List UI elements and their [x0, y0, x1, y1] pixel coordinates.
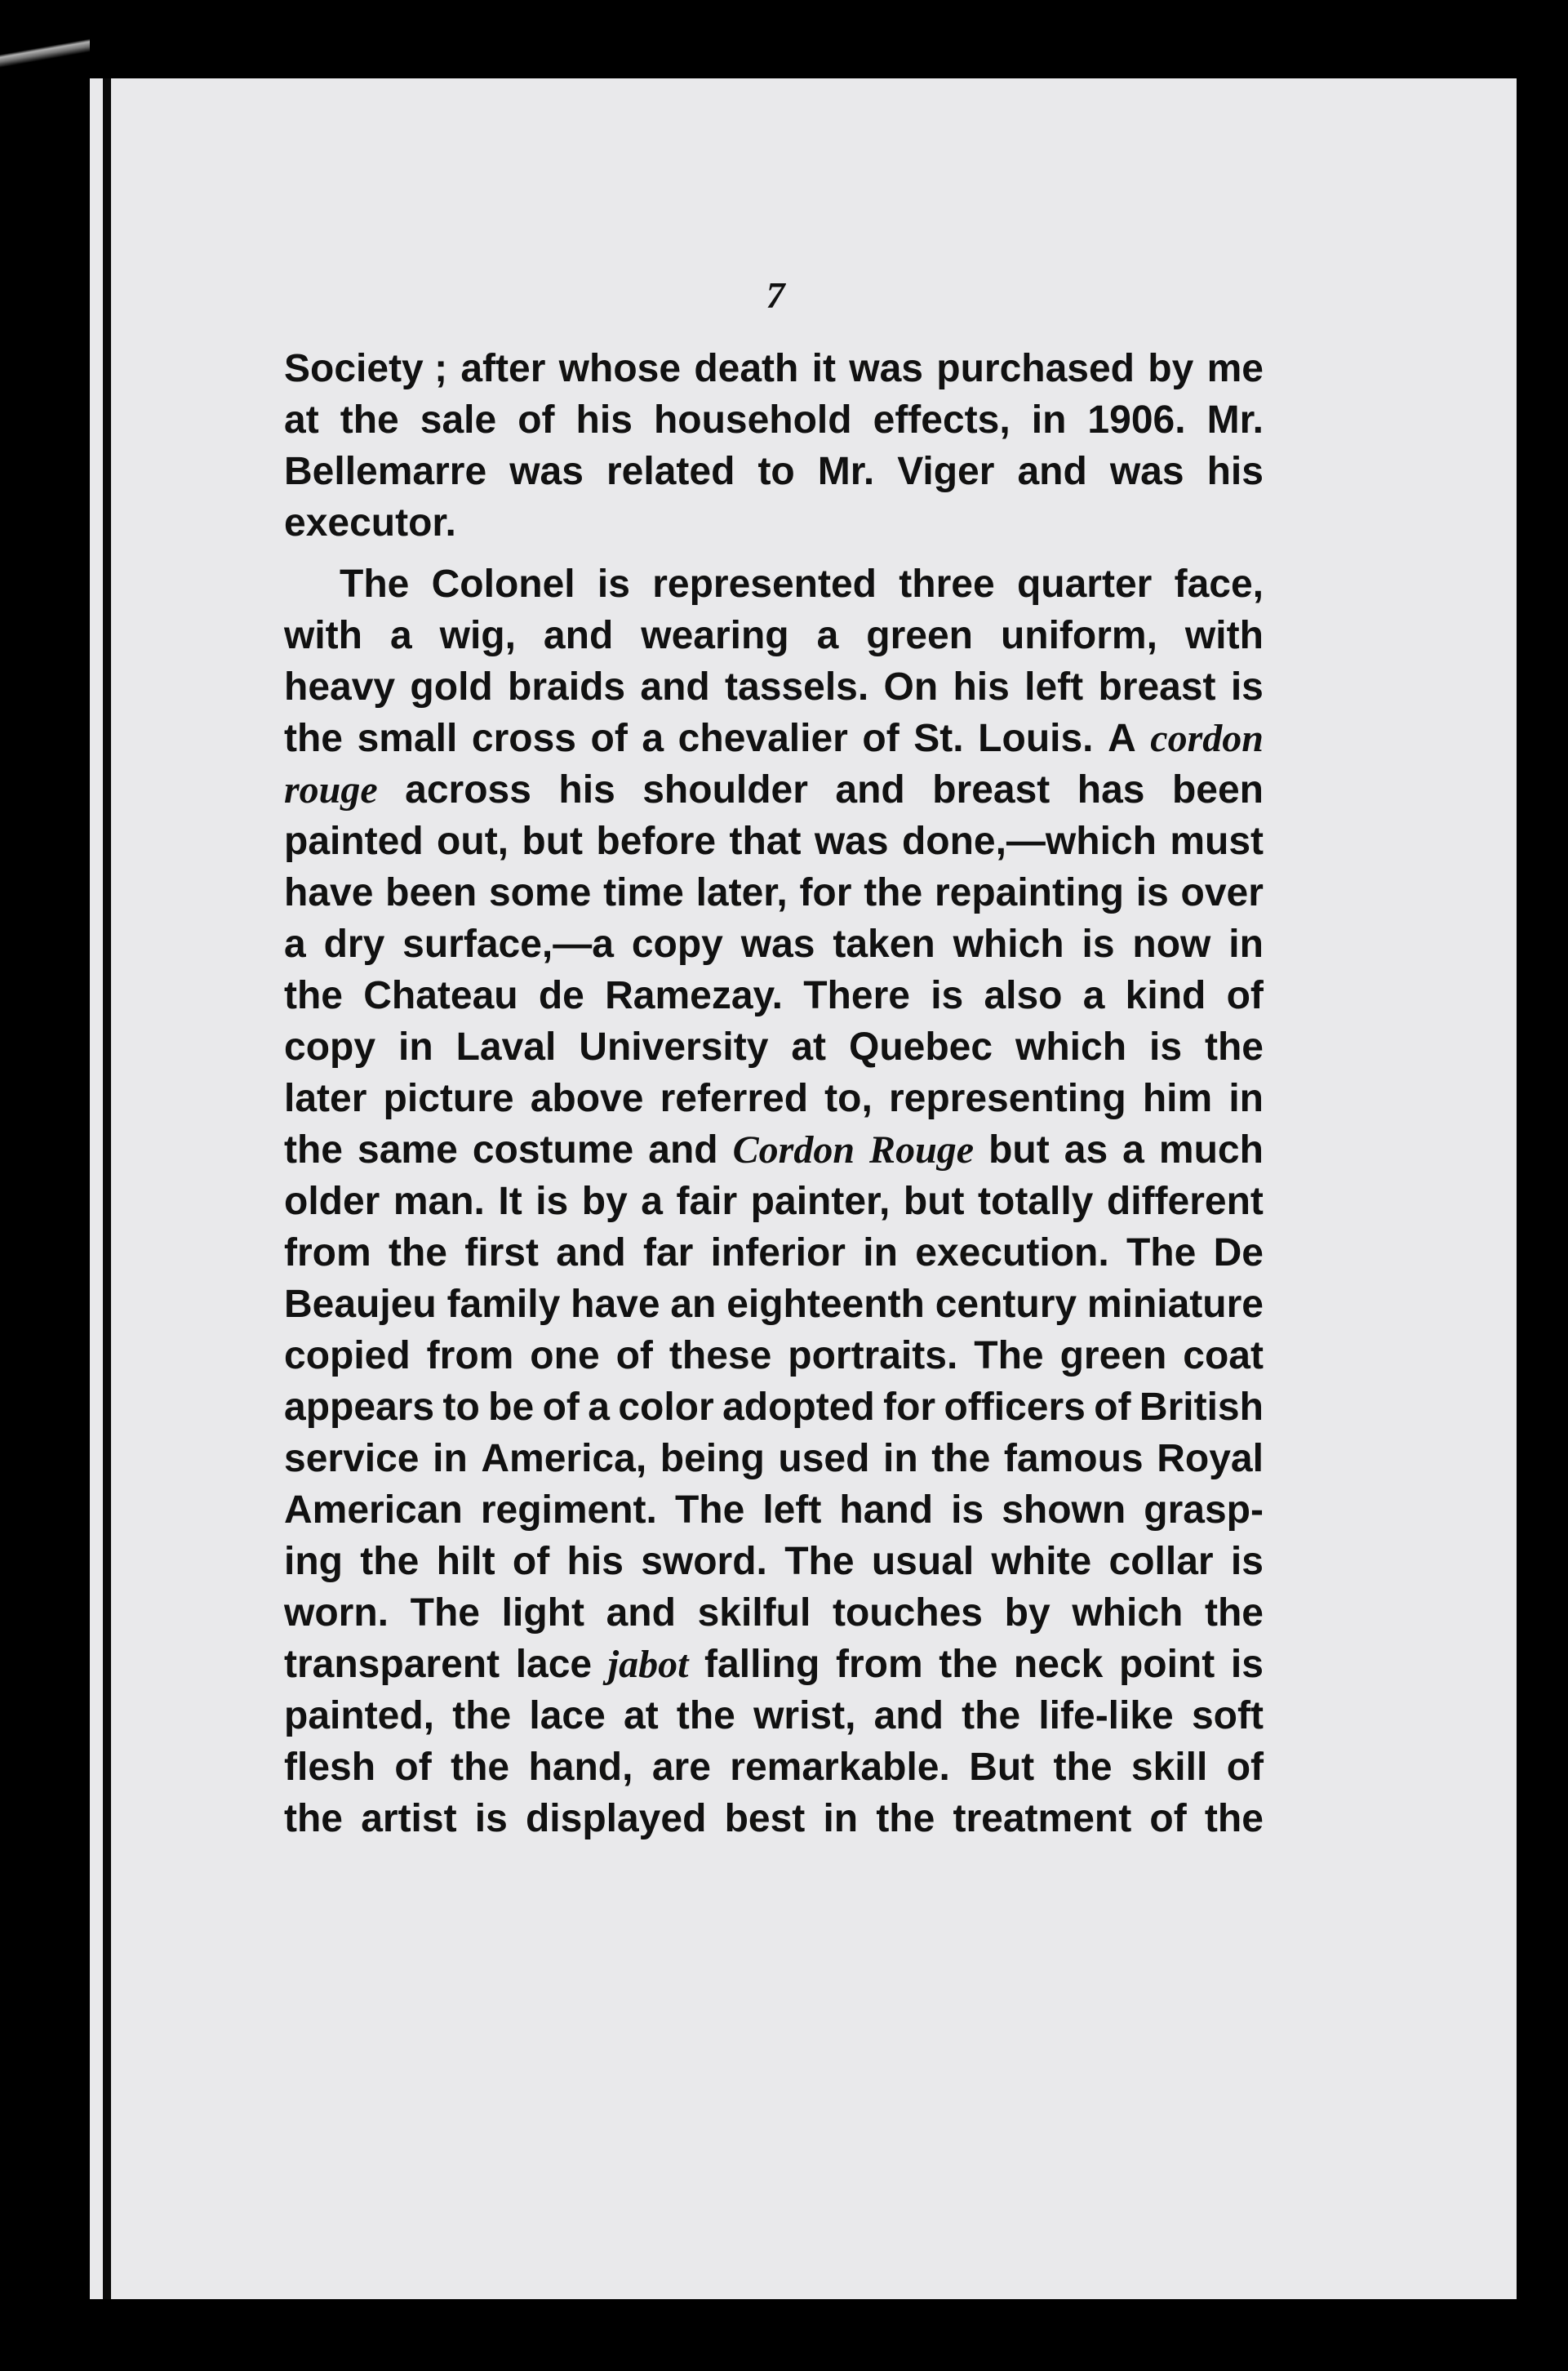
- word: the: [284, 1797, 343, 1840]
- word: cross: [471, 717, 576, 760]
- word: in: [1228, 1077, 1264, 1120]
- word: be: [488, 1386, 535, 1429]
- word: same: [358, 1128, 458, 1172]
- scan-corner-artifact: [0, 33, 90, 90]
- word: ing: [284, 1540, 343, 1583]
- word: has: [1077, 768, 1145, 812]
- word: been: [1171, 768, 1264, 812]
- body-text: [284, 343, 1264, 1844]
- word: related: [606, 450, 735, 493]
- word: whose: [558, 347, 682, 390]
- word: adopted: [722, 1386, 875, 1429]
- word: the: [360, 1540, 420, 1583]
- word: him: [1142, 1077, 1213, 1120]
- word: a: [642, 717, 664, 760]
- word: as: [1064, 1128, 1108, 1172]
- word: to,: [824, 1077, 873, 1120]
- word: which: [1015, 1025, 1127, 1069]
- word: St.: [913, 717, 964, 760]
- word: far: [642, 1231, 694, 1274]
- word: best: [724, 1797, 806, 1840]
- word: green: [1059, 1334, 1167, 1377]
- word: color: [618, 1386, 714, 1429]
- paragraph: [284, 343, 1264, 549]
- word: British: [1139, 1386, 1264, 1429]
- word: the: [452, 1694, 512, 1737]
- word: household: [653, 398, 852, 442]
- text-line: [284, 558, 1264, 610]
- word: A: [1108, 717, 1136, 760]
- word: coat: [1183, 1334, 1264, 1377]
- word: light: [501, 1591, 584, 1635]
- word: now: [1132, 923, 1211, 966]
- word: hand,: [528, 1746, 633, 1789]
- word: Cordon: [732, 1128, 855, 1172]
- text-line: [284, 1536, 1264, 1587]
- text-line: [284, 661, 1264, 713]
- word: Colonel: [431, 563, 575, 606]
- word: The: [974, 1334, 1044, 1377]
- word: the: [1204, 1025, 1264, 1069]
- text-line: [284, 1433, 1264, 1484]
- text-line: [284, 764, 1264, 816]
- word: is: [1082, 923, 1115, 966]
- word: by: [1148, 347, 1194, 390]
- word: hand: [839, 1488, 934, 1532]
- text-line: [284, 343, 1264, 394]
- word: also: [984, 974, 1063, 1017]
- word: the: [962, 1694, 1021, 1737]
- word: three: [899, 563, 995, 606]
- word: later,: [695, 871, 788, 914]
- word: eighteenth: [726, 1283, 925, 1326]
- word: artist: [361, 1797, 457, 1840]
- word: above: [530, 1077, 644, 1120]
- text-line: [284, 394, 1264, 446]
- word: Ramezay.: [605, 974, 783, 1017]
- text-line: [284, 970, 1264, 1021]
- word: his: [566, 1540, 624, 1583]
- word: by: [1004, 1591, 1051, 1635]
- word: over: [1180, 871, 1264, 914]
- word: is: [931, 974, 964, 1017]
- word: grasp-: [1144, 1488, 1264, 1532]
- word: breast: [932, 768, 1051, 812]
- word: uniform,: [1000, 614, 1157, 657]
- word: Chateau: [363, 974, 518, 1017]
- paragraph: [284, 558, 1264, 1844]
- word: neck: [1013, 1643, 1104, 1686]
- word: is: [1148, 1025, 1183, 1069]
- word: of: [517, 398, 555, 442]
- word: some: [488, 871, 592, 914]
- word: portraits.: [788, 1334, 958, 1377]
- word: repainting: [934, 871, 1124, 914]
- word: in: [1228, 923, 1264, 966]
- word: from: [836, 1643, 923, 1686]
- word: me: [1206, 347, 1264, 390]
- word: the: [876, 1797, 935, 1840]
- word: at: [624, 1694, 659, 1737]
- word: by: [581, 1180, 628, 1223]
- text-line: [284, 1587, 1264, 1639]
- word: but: [903, 1180, 965, 1223]
- word: heavy: [284, 665, 396, 709]
- text-line: [284, 713, 1264, 764]
- word: have: [284, 871, 374, 914]
- word: his: [953, 665, 1010, 709]
- word: the: [1205, 1591, 1264, 1635]
- word: surface,—a: [402, 923, 614, 966]
- word: and: [835, 768, 905, 812]
- word: in: [433, 1437, 468, 1480]
- word: are: [651, 1746, 711, 1789]
- text-line: [284, 1484, 1264, 1536]
- word: wrist,: [753, 1694, 856, 1737]
- word: is: [535, 1180, 569, 1223]
- word: time: [603, 871, 684, 914]
- word: to: [442, 1386, 480, 1429]
- word: effects,: [873, 398, 1011, 442]
- word: totally: [978, 1180, 1094, 1223]
- page-number: 7: [766, 274, 785, 316]
- word: remarkable.: [730, 1746, 950, 1789]
- word: life-like: [1038, 1694, 1174, 1737]
- word: a: [641, 1180, 663, 1223]
- word: of: [394, 1746, 432, 1789]
- word: a: [1082, 974, 1105, 1017]
- word: But: [969, 1746, 1035, 1789]
- word: appears: [284, 1386, 435, 1429]
- text-line: [284, 1279, 1264, 1330]
- word: green: [866, 614, 973, 657]
- word: man.: [393, 1180, 485, 1223]
- word: the: [1053, 1746, 1113, 1789]
- word: a: [588, 1386, 610, 1429]
- text-line: [284, 1381, 1264, 1433]
- word: breast: [1098, 665, 1216, 709]
- word: taken: [833, 923, 935, 966]
- word: The: [410, 1591, 480, 1635]
- word: for: [883, 1386, 936, 1429]
- word: and: [1017, 450, 1087, 493]
- word: was: [849, 347, 923, 390]
- word: the: [284, 717, 343, 760]
- text-line: [284, 1124, 1264, 1176]
- word: have: [571, 1283, 660, 1326]
- word: inferior: [710, 1231, 846, 1274]
- word: copied: [284, 1334, 411, 1377]
- word: Royal: [1157, 1437, 1264, 1480]
- word: which: [953, 923, 1064, 966]
- word: the: [939, 1643, 998, 1686]
- word: of: [862, 717, 899, 760]
- paragraph-gap: [284, 549, 1264, 558]
- word: shoulder: [642, 768, 808, 812]
- word: the: [340, 398, 399, 442]
- word: century: [935, 1283, 1077, 1326]
- word: usual: [871, 1540, 975, 1583]
- word: sale: [420, 398, 497, 442]
- word: an: [670, 1283, 717, 1326]
- word: his: [575, 398, 633, 442]
- word: painted,: [284, 1694, 435, 1737]
- word: fair: [676, 1180, 738, 1223]
- word: chevalier: [677, 717, 848, 760]
- text-line: [284, 610, 1264, 661]
- word: Viger: [897, 450, 995, 493]
- word: it: [811, 347, 836, 390]
- word: On: [883, 665, 939, 709]
- word: wig,: [439, 614, 516, 657]
- word: later: [284, 1077, 367, 1120]
- word: was: [509, 450, 584, 493]
- word: sword.: [641, 1540, 767, 1583]
- word: kind: [1125, 974, 1206, 1017]
- word: officers: [944, 1386, 1086, 1429]
- word: There: [803, 974, 910, 1017]
- word: represented: [652, 563, 877, 606]
- word: referred: [660, 1077, 809, 1120]
- text-line: [284, 1690, 1264, 1742]
- text-line: [284, 497, 1264, 549]
- word: picture: [383, 1077, 514, 1120]
- word: It: [498, 1180, 522, 1223]
- word: but: [988, 1128, 1050, 1172]
- word: the: [676, 1694, 735, 1737]
- word: left: [762, 1488, 822, 1532]
- word: a: [284, 923, 306, 966]
- word: point: [1118, 1643, 1215, 1686]
- word: The: [1126, 1231, 1197, 1274]
- word: which: [1072, 1591, 1184, 1635]
- word: tassels.: [725, 665, 869, 709]
- text-line: [284, 1176, 1264, 1227]
- word: with: [1184, 614, 1264, 657]
- word: in: [398, 1025, 433, 1069]
- word: costume: [472, 1128, 634, 1172]
- word: famous: [1003, 1437, 1144, 1480]
- word: in: [1031, 398, 1067, 442]
- word: face,: [1174, 563, 1264, 606]
- word: Bellemarre: [284, 450, 487, 493]
- word: miniature: [1086, 1283, 1264, 1326]
- word: to: [757, 450, 795, 493]
- word: and: [606, 1591, 676, 1635]
- word: purchased: [936, 347, 1135, 390]
- word: these: [669, 1334, 772, 1377]
- word: skill: [1130, 1746, 1208, 1789]
- word: the: [284, 974, 343, 1017]
- word: The: [340, 563, 410, 606]
- text-line: [284, 867, 1264, 919]
- word: in: [823, 1797, 859, 1840]
- word: representing: [888, 1077, 1126, 1120]
- word: at: [284, 398, 319, 442]
- word: the: [388, 1231, 447, 1274]
- word: jabot: [607, 1643, 689, 1686]
- word: the: [931, 1437, 991, 1480]
- word: de: [538, 974, 584, 1017]
- word: displayed: [525, 1797, 707, 1840]
- word: and: [640, 665, 710, 709]
- word: in: [863, 1231, 898, 1274]
- text-line: [284, 1073, 1264, 1124]
- word: the: [1204, 1797, 1264, 1840]
- word: Mr.: [817, 450, 875, 493]
- word: shown: [1002, 1488, 1126, 1532]
- word: his: [558, 768, 615, 812]
- word: quarter: [1016, 563, 1153, 606]
- word: a: [1122, 1128, 1144, 1172]
- word: copy: [284, 1025, 376, 1069]
- word: must: [1170, 820, 1264, 863]
- word: death: [694, 347, 799, 390]
- word: Beaujeu: [284, 1283, 437, 1326]
- word: is: [1230, 1643, 1264, 1686]
- word: left: [1024, 665, 1084, 709]
- word: and: [543, 614, 614, 657]
- word: of: [1226, 1746, 1264, 1789]
- word: transparent: [284, 1643, 500, 1686]
- word: worn.: [284, 1591, 389, 1635]
- word: and: [556, 1231, 626, 1274]
- text-line: [284, 1742, 1264, 1793]
- word: painter,: [750, 1180, 891, 1223]
- word: Mr.: [1206, 398, 1264, 442]
- word: of: [1226, 974, 1264, 1017]
- word: Society ;: [284, 347, 448, 390]
- word: after: [460, 347, 546, 390]
- word: of: [1094, 1386, 1131, 1429]
- word: first: [464, 1231, 539, 1274]
- word: at: [791, 1025, 827, 1069]
- word: lace: [529, 1694, 606, 1737]
- word: before: [596, 820, 717, 863]
- word: collar: [1108, 1540, 1214, 1583]
- text-line: [284, 1639, 1264, 1690]
- word: Rouge: [869, 1128, 975, 1172]
- word: in: [883, 1437, 918, 1480]
- word: gold: [410, 665, 493, 709]
- word: University: [579, 1025, 769, 1069]
- word: America,: [481, 1437, 647, 1480]
- word: was: [740, 923, 815, 966]
- word: was: [814, 820, 889, 863]
- word: Louis.: [978, 717, 1094, 760]
- word: of: [542, 1386, 580, 1429]
- word: hilt: [436, 1540, 495, 1583]
- word: rouge: [284, 768, 378, 812]
- word: lace: [515, 1643, 593, 1686]
- word: falling: [704, 1643, 820, 1686]
- word: 1906.: [1087, 398, 1186, 442]
- word: but: [522, 820, 584, 863]
- word: dry: [323, 923, 385, 966]
- word: across: [405, 768, 531, 812]
- word: and: [873, 1694, 944, 1737]
- word: wearing: [641, 614, 789, 657]
- word: a: [816, 614, 839, 657]
- word: being: [660, 1437, 765, 1480]
- word: family: [446, 1283, 561, 1326]
- word: The: [784, 1540, 855, 1583]
- word: is: [474, 1797, 508, 1840]
- word: the: [451, 1746, 510, 1789]
- word: small: [357, 717, 458, 760]
- text-line: [284, 1021, 1264, 1073]
- word: Laval: [455, 1025, 557, 1069]
- word: is: [1135, 871, 1169, 914]
- word: used: [778, 1437, 870, 1480]
- word: skilful: [697, 1591, 811, 1635]
- text-line: [284, 919, 1264, 970]
- word: was: [1109, 450, 1184, 493]
- text-line: [284, 816, 1264, 867]
- page-spine-edge: [103, 78, 111, 2299]
- word: treatment: [953, 1797, 1132, 1840]
- word: painted: [284, 820, 424, 863]
- word: cordon: [1150, 717, 1264, 760]
- word: been: [385, 871, 478, 914]
- text-line: [284, 1227, 1264, 1279]
- text-line: [284, 1330, 1264, 1381]
- word: of: [590, 717, 628, 760]
- word: touches: [832, 1591, 983, 1635]
- word: older: [284, 1180, 380, 1223]
- word: a: [389, 614, 412, 657]
- word: flesh: [284, 1746, 376, 1789]
- word: American: [284, 1488, 463, 1532]
- word: his: [1206, 450, 1264, 493]
- word: is: [951, 1488, 984, 1532]
- word: soft: [1191, 1694, 1264, 1737]
- text-line: [284, 446, 1264, 497]
- word: of: [1149, 1797, 1187, 1840]
- text-line: [284, 1793, 1264, 1844]
- word: executor.: [284, 501, 456, 545]
- word: is: [1230, 1540, 1264, 1583]
- word: is: [1230, 665, 1264, 709]
- word: from: [426, 1334, 514, 1377]
- word: of: [615, 1334, 653, 1377]
- word: that: [729, 820, 802, 863]
- word: The: [674, 1488, 745, 1532]
- word: much: [1158, 1128, 1264, 1172]
- word: with: [284, 614, 362, 657]
- word: white: [991, 1540, 1092, 1583]
- word: one: [530, 1334, 600, 1377]
- word: and: [648, 1128, 718, 1172]
- word: different: [1106, 1180, 1264, 1223]
- word: from: [284, 1231, 371, 1274]
- word: regiment.: [480, 1488, 657, 1532]
- word: service: [284, 1437, 420, 1480]
- word: De: [1213, 1231, 1264, 1274]
- word: done,—which: [901, 820, 1157, 863]
- word: for: [799, 871, 852, 914]
- word: copy: [631, 923, 723, 966]
- word: out,: [437, 820, 509, 863]
- word: of: [512, 1540, 550, 1583]
- word: braids: [508, 665, 626, 709]
- word: execution.: [915, 1231, 1109, 1274]
- word: the: [864, 871, 923, 914]
- word: is: [597, 563, 630, 606]
- word: the: [284, 1128, 343, 1172]
- word: Quebec: [849, 1025, 993, 1069]
